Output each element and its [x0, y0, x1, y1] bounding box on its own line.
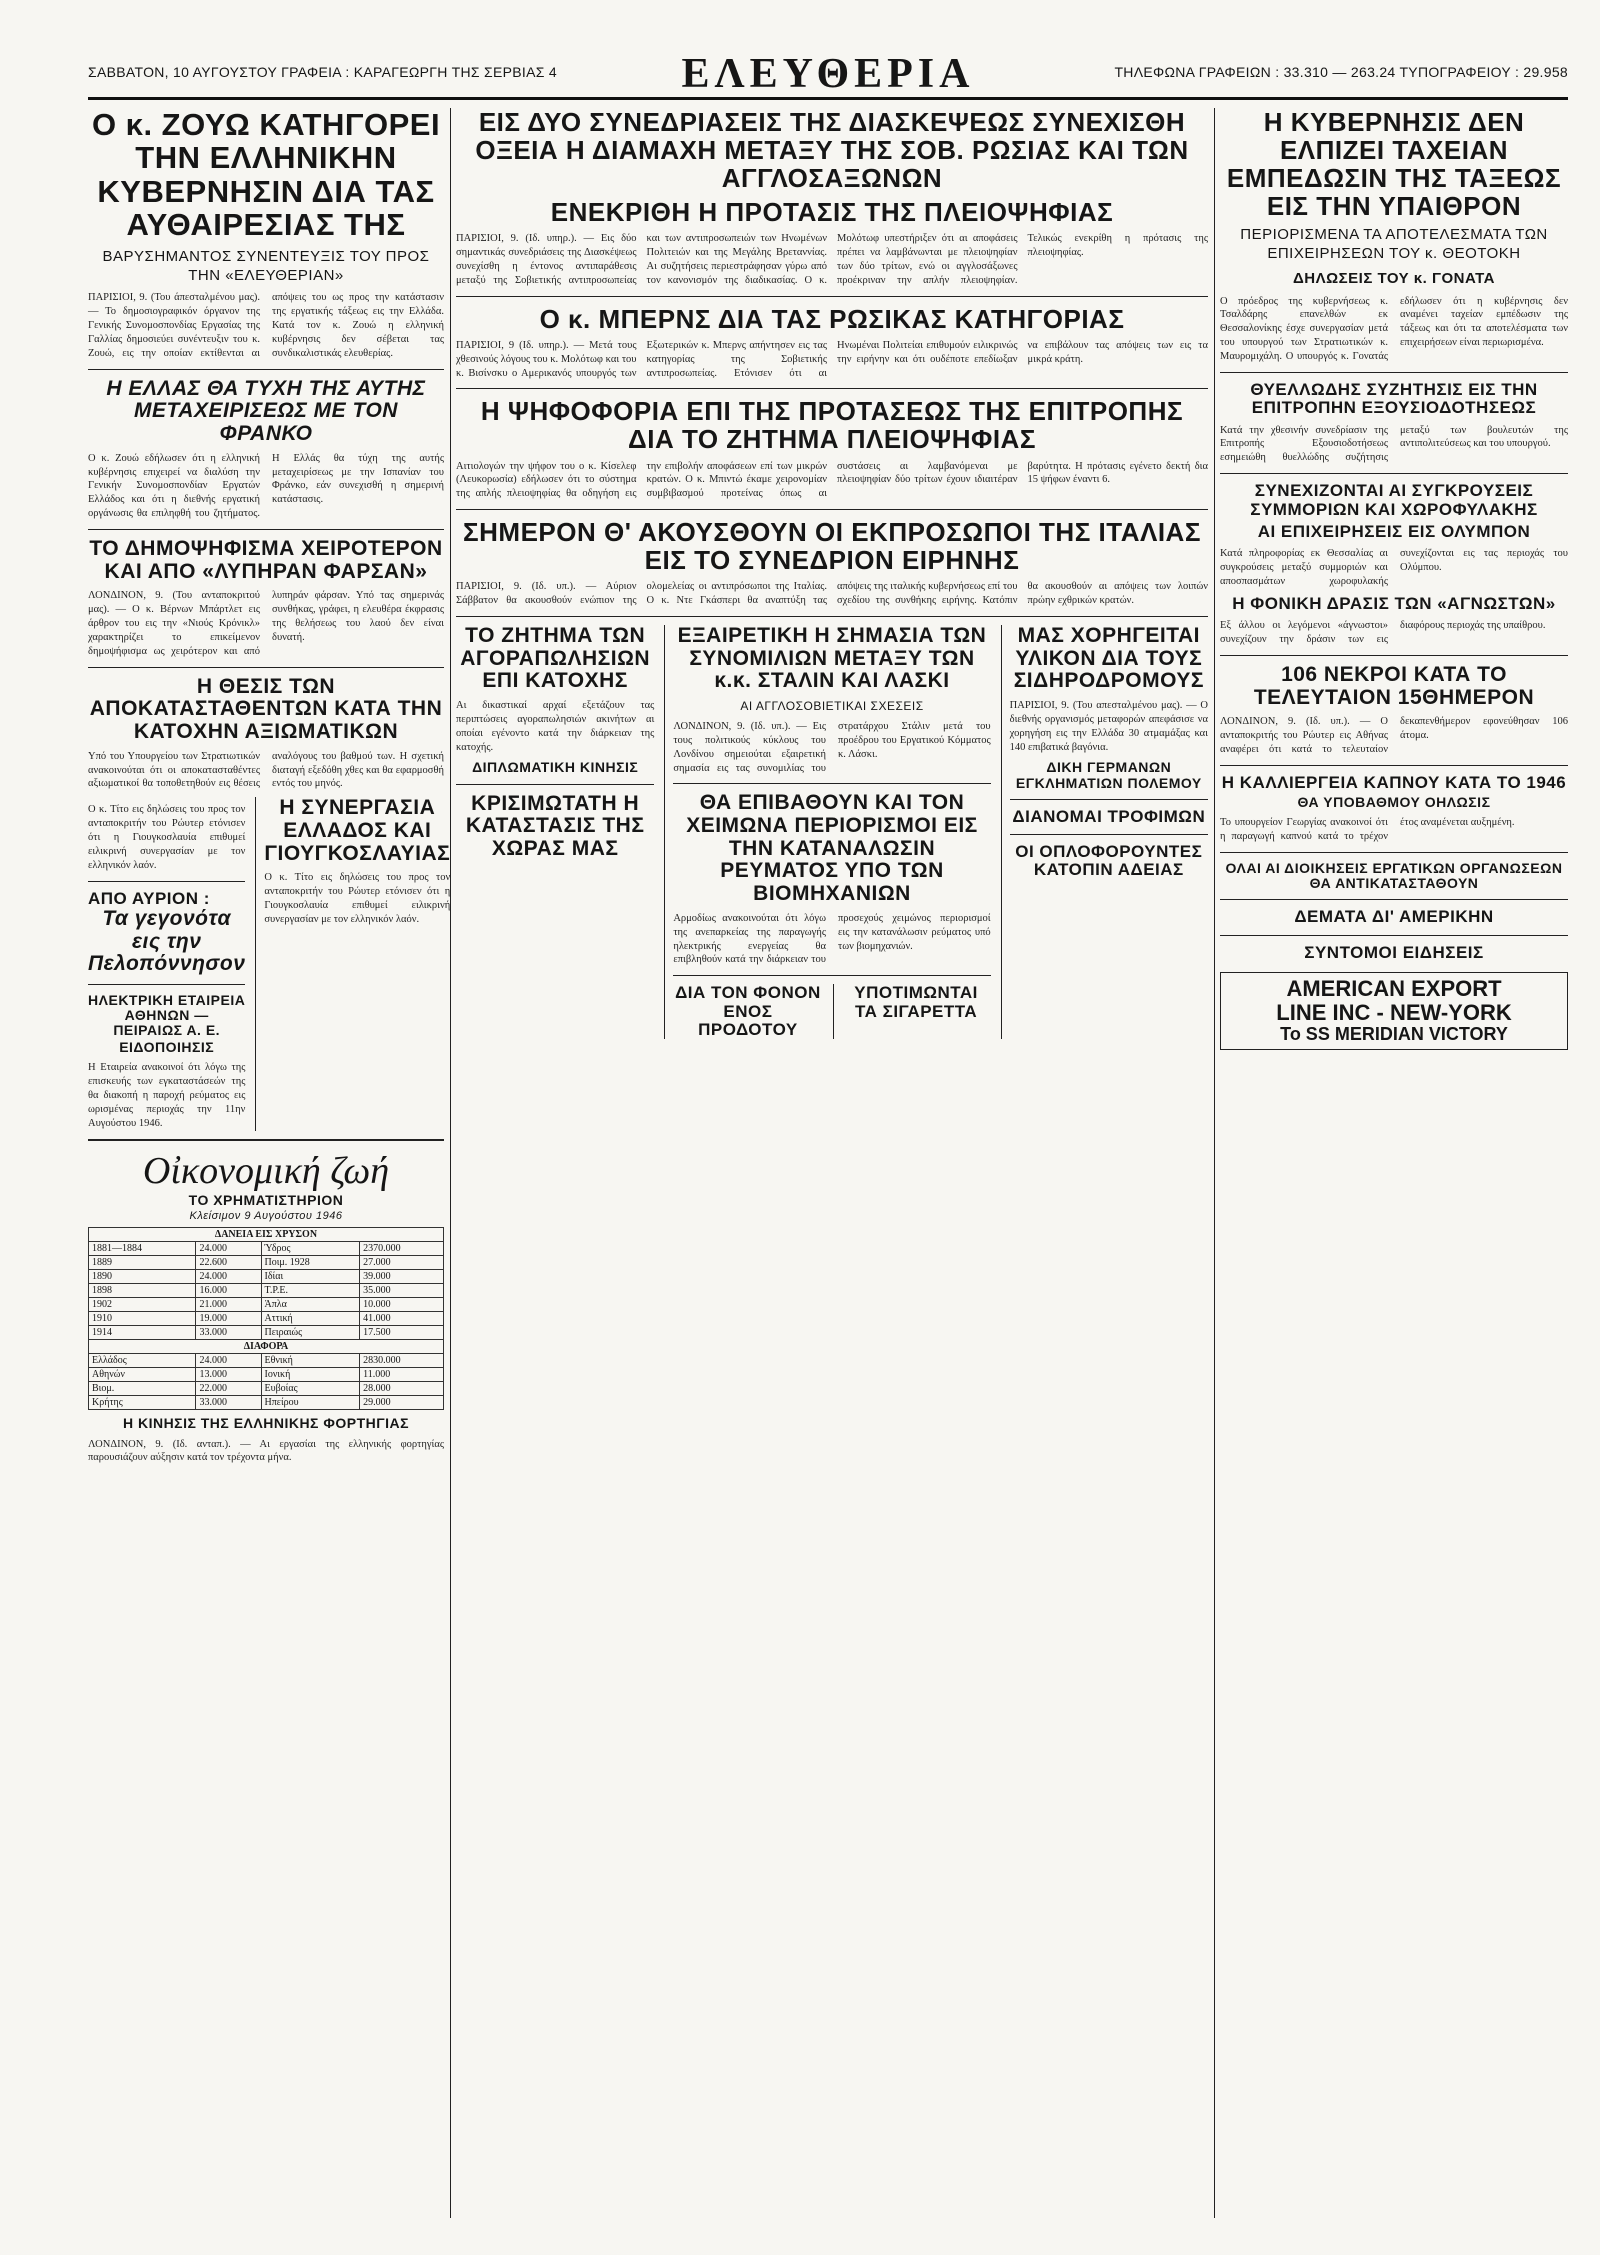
article-byrnes — [456, 305, 1208, 381]
headline: ΣΥΝΤΟΜΟΙ ΕΙΔΗΣΕΙΣ — [1304, 942, 1484, 962]
article-body: ΠΑΡΙΣΙΟΙ, 9 (Ιδ. υπηρ.). — Μετά τους χθεσινούς λόγους του κ. Μολότωφ και του κ. Βισίνσκυ ο Αμερικανός υπουργός των Εξωτερικών κ. Μπερνς απήντησεν εις τας κατηγορίας της Σοβιετικής αντιπροσωπείας. Ετόνισεν ότι αι Ηνωμέναι Πολιτείαι επιθυμούν ειλικρινώς την ειρήνην και ότι ουδέποτε επεδίωξαν να επιβάλουν τας απόψεις των εις τα μικρά κράτη. — [456, 339, 1208, 379]
headline-2: ΕΝΕΚΡΙΘΗ Η ΠΡΟΤΑΣΙΣ ΤΗΣ ΠΛΕΙΟΨΗΦΙΑΣ — [550, 197, 1114, 228]
cooperation-box — [255, 797, 450, 1130]
exchange-box — [88, 1193, 444, 1466]
article-body: ΛΟΝΔΙΝΟΝ, 9. (Του ανταποκριτού μας). — Ο κ. Βέρνων Μπάρτλετ εις άρθρον του εις την «Νιούς Κρόνικλ» χαρακτηρίζει το επικείμενον δημοψήφισμα ως χειρότερον και από λυπηράν φάρσαν. Υπό τας σημερινάς συνθήκας, γράφει, η ελευθέρα έκφρασις της θελήσεως του λαού δεν είναι δυνατή. — [88, 590, 444, 657]
table-row: Αθηνών 13.000 Ιονική 11.000 — [89, 1368, 444, 1382]
article-body: ΠΑΡΙΣΙΟΙ, 9. (Ιδ. υπ.). — Αύριον Σάββατον θα ακουσθούν ενώπιον της ολομελείας οι αντιπρόσωποι της Ιταλίας. Ο κ. Ντε Γκάσπερι θα αναπτύξη τας απόψεις της ιταλικής κυβερνήσεως επί του σχεδίου της συνθήκης ειρήνης. Κατόπιν θα ακουσθούν αι απόψεις των λοιπών πρώην εχθρικών κρατών. — [456, 581, 1208, 607]
divider — [1220, 473, 1568, 474]
headline-2: ΑΙ ΕΠΙΧΕΙΡΗΣΕΙΣ ΕΙΣ ΟΛΥΜΠΟΝ — [1257, 521, 1531, 541]
notice-head: ΗΛΕΚΤΡΙΚΗ ΕΤΑΙΡΕΙΑ ΑΘΗΝΩΝ — ΠΕΙΡΑΙΩΣ Α. Ε. — [88, 991, 246, 1039]
table-row: 1889 22.600 Ποιμ. 1928 27.000 — [89, 1256, 444, 1270]
table-row: 1910 19.000 Αττική 41.000 — [89, 1312, 444, 1326]
split-block — [88, 796, 451, 1130]
tomorrow-text: Τα γεγονότα εις την Πελοπόννησον — [88, 906, 246, 976]
article-dead — [1220, 664, 1568, 757]
notice-body: Η Εταιρεία ανακοινοί ότι λόγω της επισκευής των εγκαταστάσεών της θα διακοπή η παροχή ρεύματος εις ωρισμένας περιοχάς την 11ην Αυγούστου 1946. — [88, 1062, 246, 1129]
sub-column-b — [664, 625, 990, 1039]
headline: ΔΙΠΛΩΜΑΤΙΚΗ ΚΙΝΗΣΙΣ — [472, 759, 639, 776]
headline: ΤΟ ΔΗΜΟΨΗΦΙΣΜΑ ΧΕΙΡΟΤΕΡΟΝ ΚΑΙ ΑΠΟ «ΛΥΠΗΡΑΝ ΦΑΡΣΑΝ» — [89, 536, 443, 583]
masthead-phones: ΤΗΛΕΦΩΝΑ ΓΡΑΦΕΙΩΝ : 33.310 — 263.24 ΤΥΠΟΓΡΑΦΕΙΟΥ : 29.958 — [1114, 64, 1568, 80]
exchange-sub: Κλείσιμον 9 Αυγούστου 1946 — [189, 1209, 343, 1222]
divider — [1220, 372, 1568, 373]
headline: ΘΥΕΛΛΩΔΗΣ ΣΥΖΗΤΗΣΙΣ ΕΙΣ ΤΗΝ ΕΠΙΤΡΟΠΗΝ ΕΞΟΥΣΙΟΔΟΤΗΣΕΩΣ — [1250, 379, 1538, 418]
divider — [1220, 935, 1568, 936]
article-conference — [456, 108, 1208, 288]
sub-column-a — [456, 625, 654, 1039]
article-body: ΛΟΝΔΙΝΟΝ, 9. (Ιδ. υπ.). — Εις τους πολιτικούς κύκλους του Λονδίνου σημειούται εξαιρετική σημασία εις τας συνομιλίας του στρατάρχου Στάλιν μετά του προέδρου του Εργατικού Κόμματος κ. Λάσκι. — [673, 721, 991, 774]
headline-2: ΘΑ ΥΠΟΒΑΘΜΟΥ ΟΗΛΩΣΙΣ — [1297, 794, 1491, 811]
article-body: ΠΑΡΙΣΙΟΙ, 9. (Ιδ. υπηρ.). — Εις δύο σημαντικάς συνεδριάσεις της Διασκέψεως συνεχίσθη η έντονος αντιπαράθεσις μεταξύ της Σοβιετικής αντιπροσωπείας και των αντιπροσωπειών των Ηνωμένων Πολιτειών και της Μεγάλης Βρεταννίας. Αι συζητήσεις περιεστράφησαν γύρω από τον κανονισμόν της διαδικασίας. Ο κ. Μολότωφ υπεστήριξεν ότι αι αποφάσεις πρέπει να λαμβάνωνται με πλειοψηφίαν των δύο τρίτων, ενώ οι αγγλοσάξωνες προέκριναν την απλήν πλειοψηφίαν. Τελικώς ενεκρίθη η πρότασις της πλειοψηφίας. — [456, 233, 1208, 286]
divider — [88, 369, 444, 370]
divider — [1220, 655, 1568, 656]
headline: Η ΚΥΒΕΡΝΗΣΙΣ ΔΕΝ ΕΛΠΙΖΕΙ ΤΑΧΕΙΑΝ ΕΜΠΕΔΩΣΙΝ ΤΗΣ ΤΑΞΕΩΣ ΕΙΣ ΤΗΝ ΥΠΑΙΘΡΟΝ — [1226, 107, 1562, 222]
sub-column-c — [1001, 625, 1208, 1039]
headline: ΔΙΑ ΤΟΝ ΦΟΝΟΝ ΕΝΟΣ ΠΡΟΔΟΤΟΥ — [675, 983, 821, 1039]
tomorrow-box — [88, 797, 245, 1130]
exchange-head: ΤΟ ΧΡΗΜΑΤΙΣΤΗΡΙΟΝ — [188, 1191, 344, 1208]
left-column — [88, 107, 451, 1465]
article-body: Κατά την χθεσινήν συνεδρίασιν της Επιτροπής Εξουσιοδοτήσεως εσημειώθη θυελλώδης συζήτησις μεταξύ των βουλευτών της αντιπολιτεύσεως και του υπουργού. — [1220, 424, 1568, 464]
divider — [1220, 765, 1568, 766]
divider — [1010, 799, 1208, 800]
mini-block — [673, 984, 990, 1039]
headline: ΥΠΟΤΙΜΩΝΤΑΙ ΤΑ ΣΙΓΑΡΕΤΤΑ — [833, 984, 991, 1039]
divider — [88, 1139, 444, 1141]
headline: Ο κ. ΖΟΥΩ ΚΑΤΗΓΟΡΕΙ ΤΗΝ ΕΛΛΗΝΙΚΗΝ ΚΥΒΕΡΝΗΣΙΝ ΔΙΑ ΤΑΣ ΑΥΘΑΙΡΕΣΙΑΣ ΤΗΣ — [91, 107, 441, 243]
divider — [88, 667, 444, 668]
headline: Η ΚΑΛΛΙΕΡΓΕΙΑ ΚΑΠΝΟΥ ΚΑΤΑ ΤΟ 1946 — [1221, 772, 1567, 792]
ad-line: LINE INC - NEW-YORK — [1276, 1000, 1512, 1026]
column-rule — [450, 108, 451, 2218]
divider — [88, 529, 444, 530]
subheadline: ΠΕΡΙΟΡΙΣΜΕΝΑ ΤΑ ΑΠΟΤΕΛΕΣΜΑΤΑ ΤΩΝ ΕΠΙΧΕΙΡΗΣΕΩΝ ΤΟΥ κ. ΘΕΟΤΟΚΗ — [1240, 226, 1548, 263]
masthead — [88, 52, 1568, 100]
headline: Η ΕΛΛΑΣ ΘΑ ΤΥΧΗ ΤΗΣ ΑΥΤΗΣ ΜΕΤΑΧΕΙΡΙΣΕΩΣ ΜΕ ΤΟΝ ΦΡΑΝΚΟ — [106, 376, 426, 446]
article-referendum — [88, 538, 444, 659]
article-clashes — [1220, 482, 1568, 589]
headline: ΜΑΣ ΧΟΡΗΓΕΙΤΑΙ ΥΛΙΚΟΝ ΔΙΑ ΤΟΥΣ ΣΙΔΗΡΟΔΡΟΜΟΥΣ — [1013, 624, 1204, 693]
headline: ΔΕΜΑΤΑ ΔΙ' ΑΜΕΡΙΚΗΝ — [1294, 907, 1494, 927]
headline: 106 ΝΕΚΡΟΙ ΚΑΤΑ ΤΟ ΤΕΛΕΥΤΑΙΟΝ 15ΘΗΜΕΡΟΝ — [1253, 662, 1535, 709]
article-body: Υπό του Υπουργείου των Στρατιωτικών ανακοινούται ότι οι αποκατασταθέντες αξιωματικοί θα τοποθετηθούν εις θέσεις αναλόγους του βαθμού των. Η σχετική διαταγή εξεδόθη χθες και θα εφαρμοσθή εντός του μηνός. — [88, 750, 444, 790]
table-row: Ελλάδος 24.000 Εθνική 2830.000 — [89, 1354, 444, 1368]
bond-table — [88, 1227, 444, 1410]
economy-section-title: Οἰκονομική ζωή — [142, 1149, 390, 1192]
newspaper-title: ΕΛΕΥΘΕΡΙΑ — [681, 51, 975, 97]
article-body: Αρμοδίως ανακοινούται ότι λόγω της ανεπαρκείας της παραγωγής ηλεκτρικής ενεργείας θα επιβληθούν κατά την διάρκειαν του προσεχούς χειμώνος περιορισμοί εις την κατανάλωσιν ρεύματος υπό των βιομηχανιών. — [673, 912, 991, 966]
headline: ΚΡΙΣΙΜΩΤΑΤΗ Η ΚΑΤΑΣΤΑΣΙΣ ΤΗΣ ΧΩΡΑΣ ΜΑΣ — [465, 791, 645, 860]
ad-line: AMERICAN EXPORT — [1286, 975, 1502, 1001]
article-franco — [88, 378, 444, 521]
divider — [673, 975, 990, 976]
headline: ΣΗΜΕΡΟΝ Θ' ΑΚΟΥΣΘΟΥΝ ΟΙ ΕΚΠΡΟΣΩΠΟΙ ΤΗΣ ΙΤΑΛΙΑΣ ΕΙΣ ΤΟ ΣΥΝΕΔΡΙΟΝ ΕΙΡΗΝΗΣ — [463, 517, 1201, 576]
shipping-advertisement — [1220, 972, 1568, 1050]
divider — [88, 881, 245, 882]
tomorrow-label: ΑΠΟ ΑΥΡΙΟΝ : — [88, 888, 210, 908]
article-zouo — [88, 108, 444, 361]
article-body: Ο κ. Τίτο εις δηλώσεις του προς τον ανταποκριτήν του Ρώυτερ ετόνισεν ότι η Γιουγκοσλαυία επιθυμεί ειλικρινή συνεργασίαν με τον ελληνικόν λαόν. — [264, 872, 451, 925]
lower-block — [456, 625, 1208, 1039]
headline: ΤΟ ΖΗΤΗΜΑ ΤΩΝ ΑΓΟΡΑΠΩΛΗΣΙΩΝ ΕΠΙ ΚΑΤΟΧΗΣ — [460, 624, 651, 693]
divider — [88, 984, 245, 985]
headline: ΕΞΑΙΡΕΤΙΚΗ Η ΣΗΜΑΣΙΑ ΤΩΝ ΣΥΝΟΜΙΛΙΩΝ ΜΕΤΑΞΥ ΤΩΝ κ.κ. ΣΤΑΛΙΝ ΚΑΙ ΛΑΣΚΙ — [677, 624, 987, 693]
headline: Ο κ. ΜΠΕΡΝΣ ΔΙΑ ΤΑΣ ΡΩΣΙΚΑΣ ΚΑΤΗΓΟΡΙΑΣ — [539, 303, 1125, 334]
article-body: ΛΟΝΔΙΝΟΝ, 9. (Ιδ. υπ.). — Ο ανταποκριτής του Ρώυτερ εις Αθήνας αναφέρει ότι κατά το τελευταίον δεκαπενθήμερον εφονεύθησαν 106 άτομα. — [1220, 716, 1568, 755]
subheadline: ΒΑΡΥΣΗΜΑΝΤΟΣ ΣΥΝΕΝΤΕΥΞΙΣ ΤΟΥ ΠΡΟΣ ΤΗΝ «ΕΛΕΥΘΕΡΙΑΝ» — [102, 247, 430, 284]
article-tobacco — [1220, 774, 1568, 844]
divider — [1220, 899, 1568, 900]
notice-sub: ΕΙΔΟΠΟΙΗΣΙΣ — [119, 1039, 215, 1056]
table-row: 1902 21.000 Άπλα 10.000 — [89, 1298, 444, 1312]
article-body: Αι δικαστικαί αρχαί εξετάζουν τας περιπτώσεις αγοραπωλησιών ακινήτων αι οποίαι εγένοντο κατά την διάρκειαν της κατοχής. — [456, 700, 655, 753]
article-body: ΠΑΡΙΣΙΟΙ, 9. (Του άπεσταλμένου μας). — Το δημοσιογραφικόν όργανον της Γενικής Συνομοσπονδίας Εργασίας της Γαλλίας δημοσιεύει συνέντευξιν του κ. Ζουώ, εις την οποίαν εκτίθενται αι απόψεις του ως προς την κατάστασιν της εργατικής τάξεως εις την Ελλάδα. Κατά τον κ. Ζουώ η ελληνική κυβέρνησις δεν σέβεται τας συνδικαλιστικάς ελευθερίας. — [88, 292, 444, 359]
headline: Η ΘΕΣΙΣ ΤΩΝ ΑΠΟΚΑΤΑΣΤΑΘΕΝΤΩΝ ΚΑΤΑ ΤΗΝ ΚΑΤΟΧΗΝ ΑΞΙΩΜΑΤΙΚΩΝ — [89, 674, 443, 743]
article-body: ΠΑΡΙΣΙΟΙ, 9. (Του απεσταλμένου μας). — Ο διεθνής οργανισμός μεταφορών απεφάσισε να χορηγήση εις την Ελλάδα 30 ατμαμάξας και 140 επιβατικά βαγόνια. — [1009, 700, 1208, 753]
article-government — [1220, 108, 1568, 364]
ad-line: Το SS MERIDIAN VICTORY — [1280, 1024, 1508, 1045]
shipping-body: ΛΟΝΔΙΝΟΝ, 9. (Ιδ. ανταπ.). — Αι εργασίαι της ελληνικής φορτηγίας παρουσιάζουν αύξησιν κατά τον τρέχοντα μήνα. — [88, 1438, 444, 1464]
headline: Η ΦΟΝΙΚΗ ΔΡΑΣΙΣ ΤΩΝ «ΑΓΝΩΣΤΩΝ» — [1232, 593, 1556, 613]
table-header: ΔΑΝΕΙΑ ΕΙΣ ΧΡΥΣΟΝ — [89, 1228, 444, 1242]
center-column — [456, 108, 1208, 1039]
headline: ΕΙΣ ΔΥΟ ΣΥΝΕΔΡΙΑΣΕΙΣ ΤΗΣ ΔΙΑΣΚΕΨΕΩΣ ΣΥΝΕΧΙΣΘΗ ΟΞΕΙΑ Η ΔΙΑΜΑΧΗ ΜΕΤΑΞΥ ΤΗΣ ΣΟΒ. ΡΩΣΙΑΣ ΚΑΙ ΤΩΝ ΑΓΓΛΟΣΑΞΩΝΩΝ — [475, 107, 1189, 194]
table-row: 1914 33.000 Πειραιώς 17.500 — [89, 1326, 444, 1340]
headline: ΟΛΑΙ ΑΙ ΔΙΟΙΚΗΣΕΙΣ ΕΡΓΑΤΙΚΩΝ ΟΡΓΑΝΩΣΕΩΝ ΘΑ ΑΝΤΙΚΑΤΑΣΤΑΘΟΥΝ — [1225, 860, 1563, 892]
article-body: Ο κ. Τίτο εις δηλώσεις του προς τον ανταποκριτήν του Ρώυτερ ετόνισεν ότι η Γιουγκοσλαυία επιθυμεί ειλικρινή συνεργασίαν με τον ελληνικόν λαόν. — [88, 804, 246, 871]
article-body: Το υπουργείον Γεωργίας ανακοινοί ότι η παραγωγή καπνού κατά το τρέχον έτος αναμένεται αυξημένη. — [1220, 817, 1515, 843]
article-body: Ο κ. Ζουώ εδήλωσεν ότι η ελληνική κυβέρνησις επιχειρεί να διαλύση την Γενικήν Συνομοσπονδίαν Εργατών Ελλάδος και ότι η διεθνής εργατική οργάνωσις θα επιληφθή του ζητήματος. Η Ελλάς θα τύχη της αυτής μεταχειρίσεως με την Ισπανίαν του Φράνκο, εάν συνεχισθή η σημερινή κατάστασις. — [88, 452, 444, 520]
divider — [1220, 852, 1568, 853]
article-vote — [456, 397, 1208, 501]
headline: Η ΨΗΦΟΦΟΡΙΑ ΕΠΙ ΤΗΣ ΠΡΟΤΑΣΕΩΣ ΤΗΣ ΕΠΙΤΡΟΠΗΣ ΔΙΑ ΤΟ ΖΗΤΗΜΑ ΠΛΕΙΟΨΗΦΙΑΣ — [480, 396, 1184, 455]
divider — [673, 783, 990, 784]
table-row: 1898 16.000 Τ.Ρ.Ε. 35.000 — [89, 1284, 444, 1298]
article-body: Κατά πληροφορίας εκ Θεσσαλίας αι συγκρούσεις μεταξύ συμμοριών και αποσπασμάτων χωροφυλακής συνεχίζονται εις τας περιοχάς του Ολύμπου. — [1220, 548, 1568, 587]
divider — [456, 296, 1208, 297]
headline: ΣΥΝΕΧΙΖΟΝΤΑΙ ΑΙ ΣΥΓΚΡΟΥΣΕΙΣ ΣΥΜΜΟΡΙΩΝ ΚΑΙ ΧΩΡΟΦΥΛΑΚΗΣ — [1250, 481, 1538, 519]
article-body: Ο πρόεδρος της κυβερνήσεως κ. Τσαλδάρης επανελθών εκ Θεσσαλονίκης έσχε συνεργασίαν μετά του υπουργού των Στρατιωτικών κ. Μαυρομιχάλη. Ο υπουργός κ. Γονατάς εδήλωσεν ότι η κυβέρνησις δεν αναμένει ταχείαν εμπέδωσιν της τάξεως και ότι τα αποτελέσματα των επιχειρήσεων είναι περιωρισμένα. — [1220, 295, 1568, 362]
table-row: Κρήτης 33.000 Ηπείρου 29.000 — [89, 1396, 444, 1410]
headline: ΔΙΑΝΟΜΑΙ ΤΡΟΦΙΜΩΝ — [1012, 806, 1206, 826]
shipping-head: Η ΚΙΝΗΣΙΣ ΤΗΣ ΕΛΛΗΝΙΚΗΣ ΦΟΡΤΗΓΙΑΣ — [122, 1415, 410, 1432]
table-row: 1890 24.000 Ιδίαι 39.000 — [89, 1270, 444, 1284]
economy-block — [88, 1193, 444, 1466]
column-rule — [1214, 108, 1215, 2218]
table-header: ΔΙΑΦΟΡΑ — [89, 1340, 444, 1354]
headline: Η ΣΥΝΕΡΓΑΣΙΑ ΕΛΛΑΔΟΣ ΚΑΙ ΓΙΟΥΓΚΟΣΛΑΥΙΑΣ — [264, 796, 451, 865]
headline: ΟΙ ΟΠΛΟΦΟΡΟΥΝΤΕΣ ΚΑΤΟΠΙΝ ΑΔΕΙΑΣ — [1015, 842, 1203, 880]
article-italy — [456, 518, 1208, 608]
table-row: 1881—1884 24.000 Ύδρος 2370.000 — [89, 1242, 444, 1256]
divider — [1010, 834, 1208, 835]
divider — [456, 784, 654, 785]
article-officers — [88, 676, 444, 792]
article-committee — [1220, 381, 1568, 465]
article-unknowns — [1220, 595, 1568, 647]
subheadline: ΔΗΛΩΣΕΙΣ ΤΟΥ κ. ΓΟΝΑΤΑ — [1293, 269, 1495, 287]
article-body: Εξ άλλου οι λεγόμενοι «άγνωστοι» συνεχίζουν την δράσιν των εις διαφόρους περιοχάς της υπαίθρου. — [1220, 620, 1546, 646]
divider — [456, 388, 1208, 389]
divider — [456, 616, 1208, 617]
subheadline: ΑΙ ΑΓΓΛΟΣΟΒΙΕΤΙΚΑΙ ΣΧΕΣΕΙΣ — [740, 699, 924, 714]
article-body: Αιτιολογών την ψήφον του ο κ. Κίσελεφ (Λευκορωσία) εδήλωσεν ότι το σύστημα της απλής πλειοψηφίας θα οδηγήση εις την επιβολήν αποφάσεων επί των μικρών κρατών. Ο κ. Μπιντώ έκαμε χειρονομίαν συμβιβασμού προτείνας όπως αι συστάσεις αι λαμβανόμεναι με πλειοψηφίαν δύο τρίτων έχουν ιδιαιτέραν βαρύτητα. Η πρότασις εγένετο δεκτή δια 15 ψήφων έναντι 6. — [456, 460, 1208, 500]
divider — [456, 509, 1208, 510]
headline: ΘΑ ΕΠΙΒΑΘΟΥΝ ΚΑΙ ΤΟΝ ΧΕΙΜΩΝΑ ΠΕΡΙΟΡΙΣΜΟΙ ΕΙΣ ΤΗΝ ΚΑΤΑΝΑΛΩΣΙΝ ΡΕΥΜΑΤΟΣ ΥΠΟ ΤΩΝ ΒΙΟΜΗΧΑΝΙΩΝ — [686, 791, 978, 906]
masthead-date-address: ΣΑΒΒΑΤΟΝ, 10 ΑΥΓΟΥΣΤΟΥ ΓΡΑΦΕΙΑ : ΚΑΡΑΓΕΩΡΓΗ ΤΗΣ ΣΕΡΒΙΑΣ 4 — [88, 64, 557, 80]
headline: ΔΙΚΗ ΓΕΡΜΑΝΩΝ ΕΓΚΛΗΜΑΤΙΩΝ ΠΟΛΕΜΟΥ — [1015, 759, 1202, 791]
table-row: Βιομ. 22.000 Ευβοίας 28.000 — [89, 1382, 444, 1396]
right-column — [1220, 108, 1568, 1056]
